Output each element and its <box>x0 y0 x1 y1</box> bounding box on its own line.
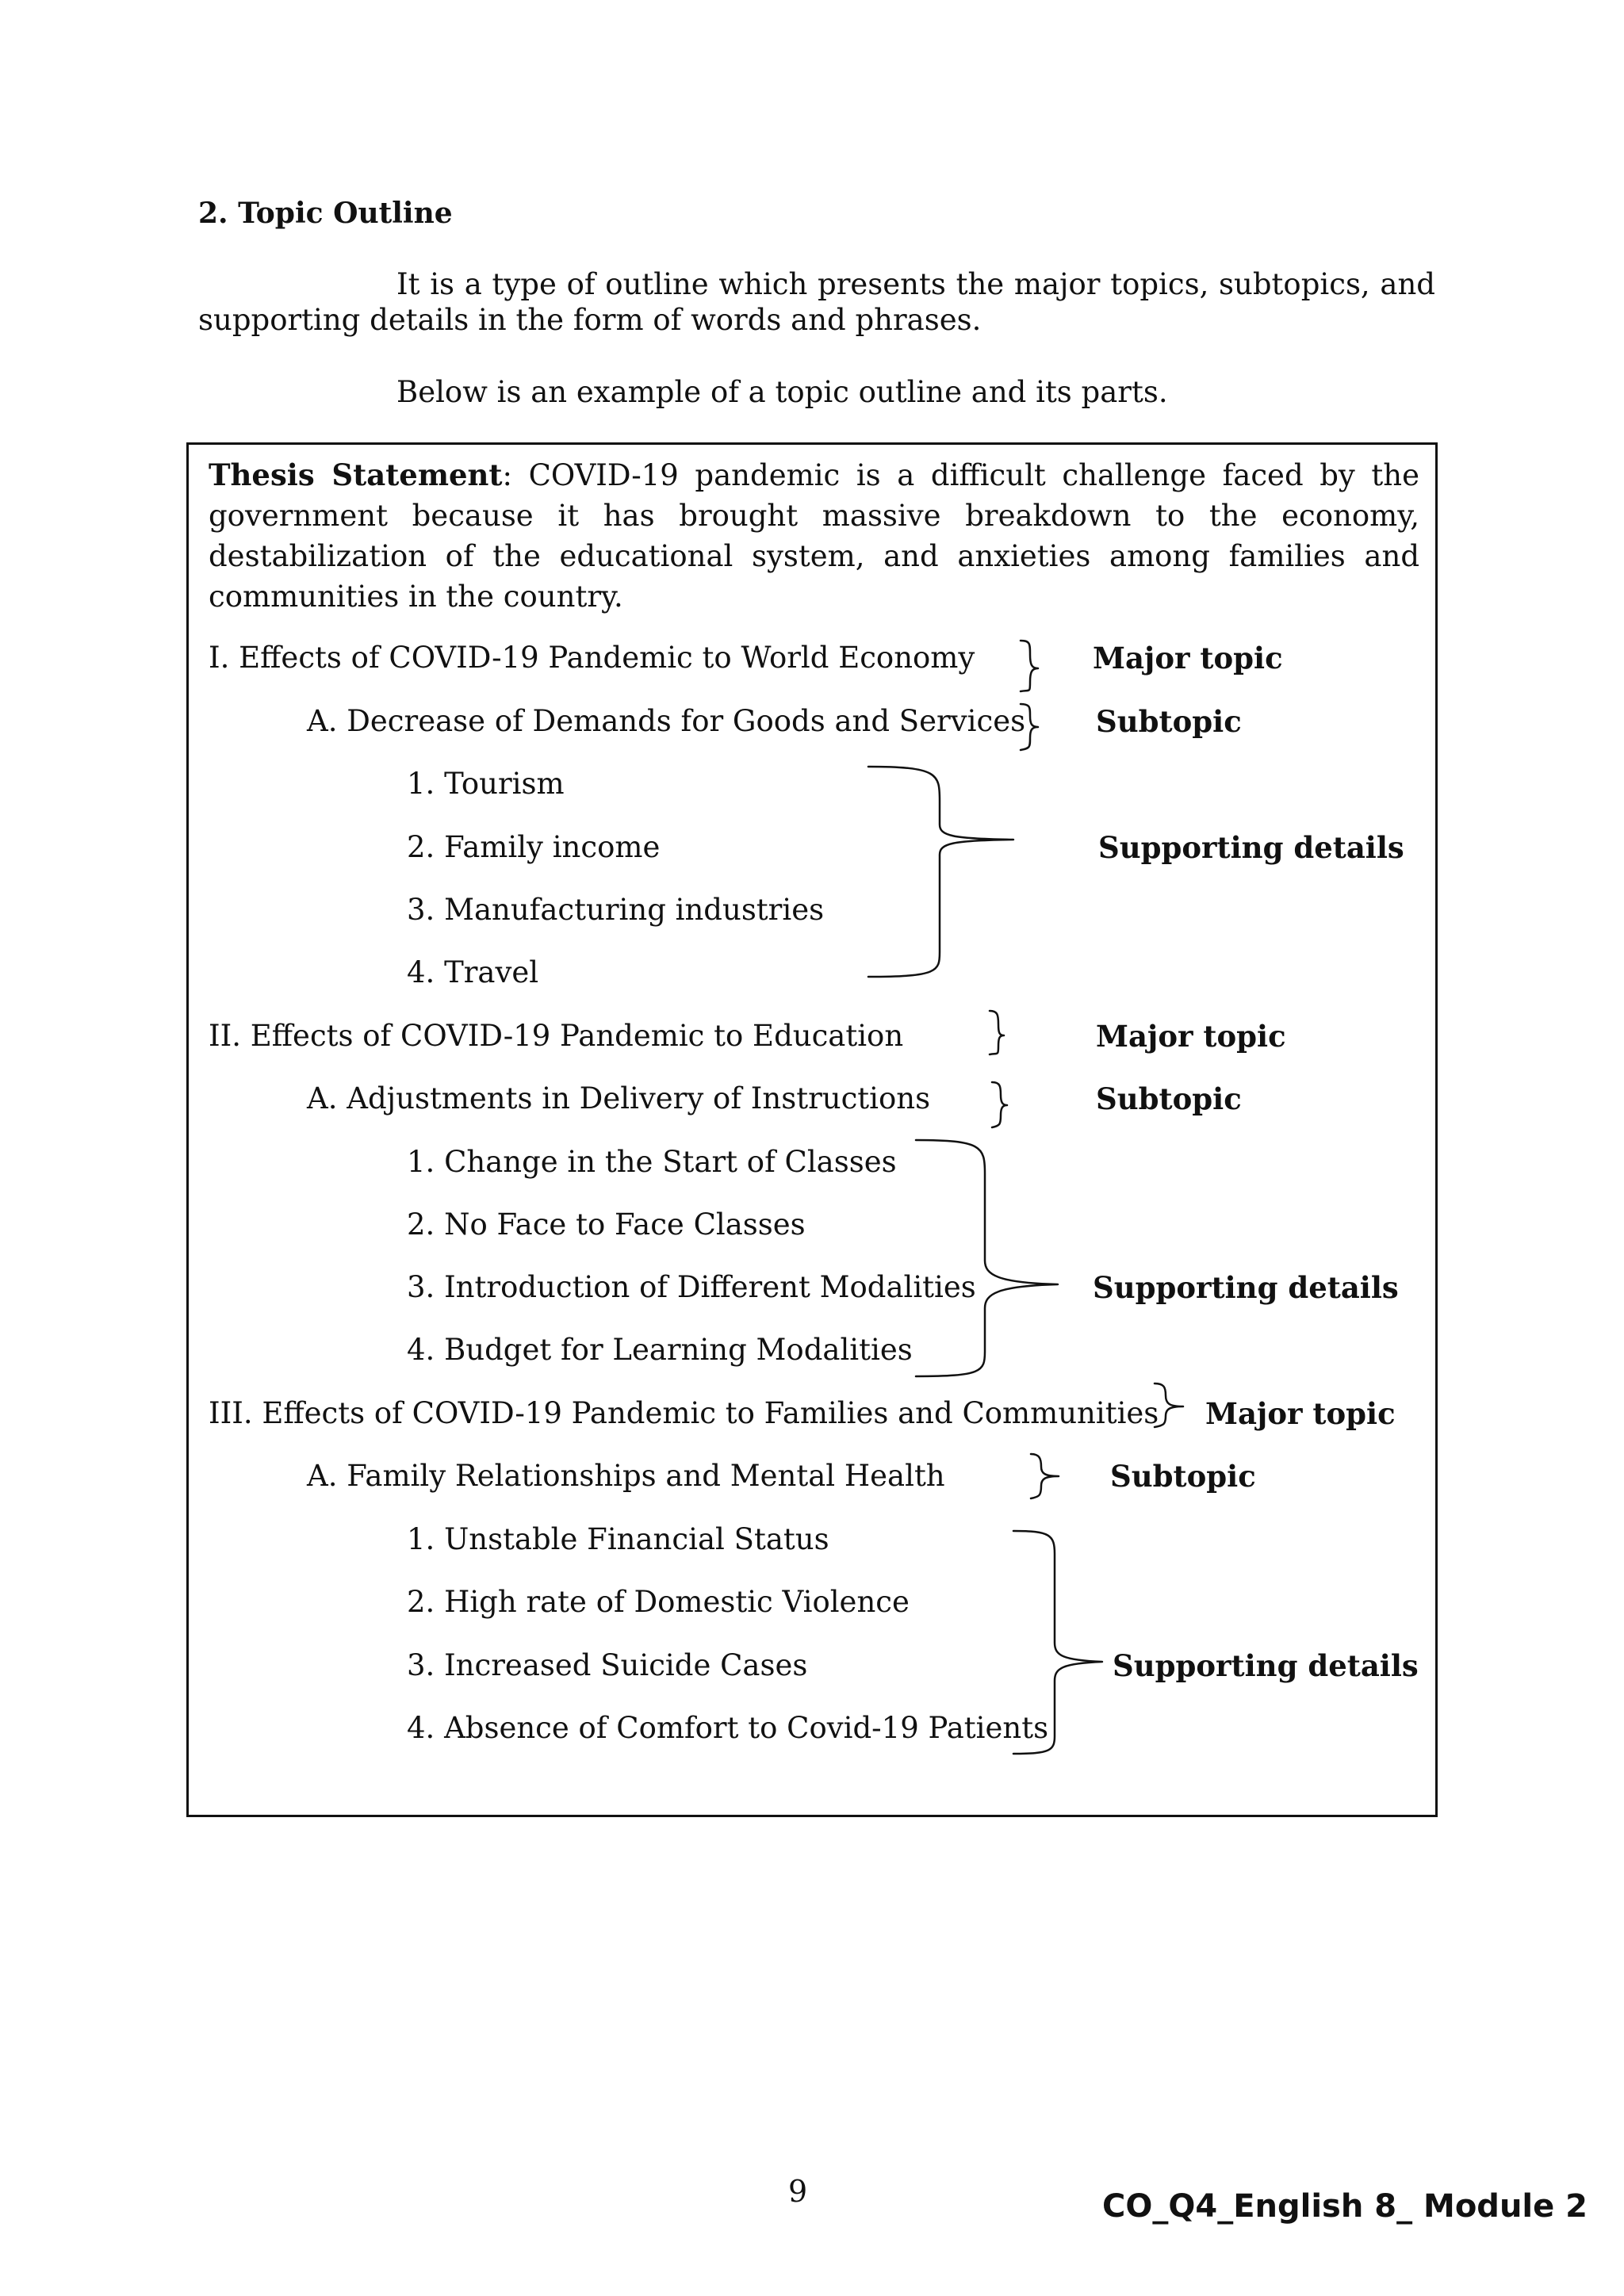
label-supporting-details-2: Supporting details <box>1093 1270 1399 1305</box>
subtopic-2: A. Adjustments in Delivery of Instructions <box>307 1081 931 1115</box>
major-topic-3: III. Effects of COVID-19 Pandemic to Families and Communities <box>209 1396 1159 1430</box>
label-major-topic-2: Major topic <box>1096 1019 1286 1054</box>
detail-2-2: 2. No Face to Face Classes <box>407 1207 806 1242</box>
thesis-label: Thesis Statement <box>209 457 503 492</box>
detail-1-4: 4. Travel <box>407 955 539 989</box>
detail-2-1: 1. Change in the Start of Classes <box>407 1145 897 1179</box>
thesis-text: : COVID-19 pandemic is a difficult challenge faced by the government because it has brought massive breakdown to the economy, destabilization of the educational system, and anxieties among families and communities in the country. <box>209 458 1419 614</box>
label-subtopic-3: Subtopic <box>1110 1459 1256 1494</box>
detail-1-2: 2. Family income <box>407 830 661 864</box>
label-major-topic-1: Major topic <box>1093 641 1283 675</box>
label-supporting-details-3: Supporting details <box>1113 1648 1419 1683</box>
example-intro-paragraph: Below is an example of a topic outline and its parts. <box>396 375 1168 409</box>
section-heading: 2. Topic Outline <box>198 197 453 230</box>
detail-1-1: 1. Tourism <box>407 767 565 801</box>
subtopic-3: A. Family Relationships and Mental Health <box>307 1459 945 1493</box>
intro-paragraph: It is a type of outline which presents the major topics, subtopics, and supporting details in the form of words and phrases. <box>198 267 1435 337</box>
detail-2-3: 3. Introduction of Different Modalities <box>407 1270 976 1304</box>
page-number: 9 <box>788 2174 808 2209</box>
label-major-topic-3: Major topic <box>1205 1396 1396 1431</box>
major-topic-1: I. Effects of COVID-19 Pandemic to World Economy <box>209 641 975 675</box>
detail-3-4: 4. Absence of Comfort to Covid-19 Patients <box>407 1711 1049 1745</box>
label-subtopic-2: Subtopic <box>1096 1081 1242 1116</box>
detail-3-2: 2. High rate of Domestic Violence <box>407 1585 910 1619</box>
detail-1-3: 3. Manufacturing industries <box>407 893 825 927</box>
module-code: CO_Q4_English 8_ Module 2 <box>1102 2188 1588 2225</box>
label-subtopic-1: Subtopic <box>1096 704 1242 739</box>
major-topic-2: II. Effects of COVID-19 Pandemic to Education <box>209 1019 904 1053</box>
detail-3-3: 3. Increased Suicide Cases <box>407 1648 808 1682</box>
thesis-statement <box>209 455 1419 617</box>
subtopic-1: A. Decrease of Demands for Goods and Services <box>307 704 1026 738</box>
detail-3-1: 1. Unstable Financial Status <box>407 1522 829 1556</box>
label-supporting-details-1: Supporting details <box>1098 830 1404 865</box>
detail-2-4: 4. Budget for Learning Modalities <box>407 1333 913 1367</box>
